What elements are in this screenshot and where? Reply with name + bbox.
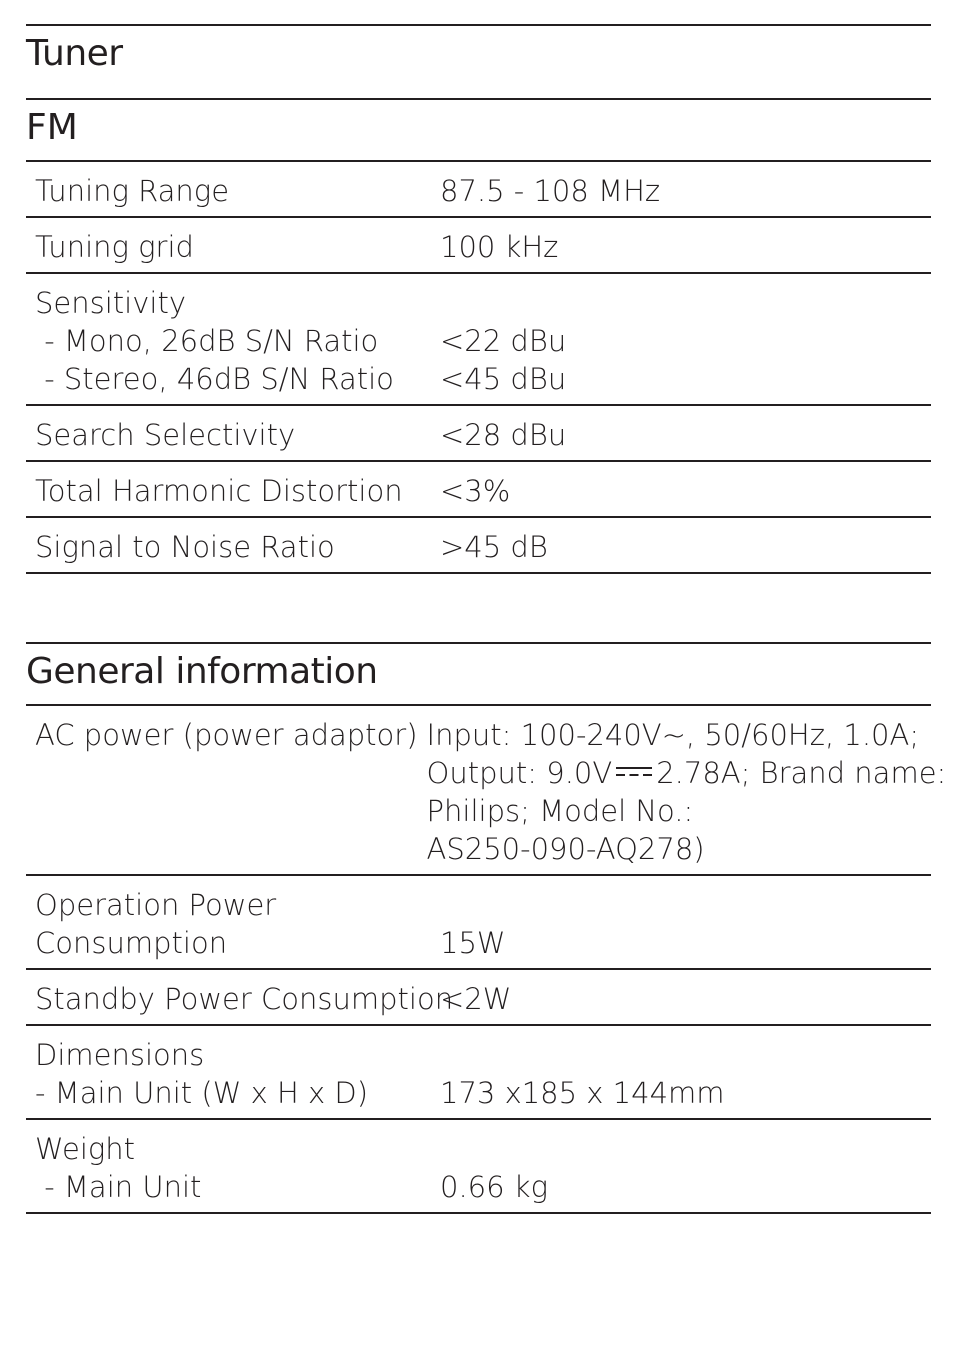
spec-label: Weight - Main Unit — [35, 1132, 202, 1204]
fm-spec-table — [26, 160, 931, 574]
spec-label: Tuning Range — [35, 174, 230, 208]
spec-label: Sensitivity - Mono, 26dB S/N Ratio - Stereo, 46dB S/N Ratio — [35, 286, 394, 396]
spec-label: Dimensions - Main Unit (W x H x D) — [35, 1038, 369, 1110]
spec-value: <22 dBu <45 dBu — [440, 324, 567, 396]
tuner-heading: Tuner — [26, 33, 123, 74]
spec-row-operation-power — [26, 874, 931, 968]
spec-value: 100 kHz — [440, 230, 559, 264]
spec-value: <2W — [440, 982, 512, 1016]
spec-row-weight — [26, 1118, 931, 1214]
spec-row-standby-power — [26, 968, 931, 1024]
spec-value: 87.5 - 108 MHz — [440, 174, 661, 208]
spec-row-search-selectivity — [26, 404, 931, 460]
spec-value: 173 x185 x 144mm — [440, 1076, 725, 1110]
spec-row-ac-power — [26, 704, 947, 874]
spec-value: 15W — [440, 926, 506, 960]
spec-row-sensitivity — [26, 272, 931, 404]
spec-label: Signal to Noise Ratio — [35, 530, 335, 564]
output-line: Output: 9.0V 2.78A; Brand name: — [426, 756, 947, 790]
spec-row-snr — [26, 516, 931, 574]
fm-heading: FM — [26, 107, 78, 148]
general-spec-table — [26, 704, 947, 1214]
spec-label: Total Harmonic Distortion — [35, 474, 403, 508]
dc-symbol-icon — [616, 765, 652, 779]
spec-value: >45 dB — [440, 530, 548, 564]
spec-row-dimensions — [26, 1024, 931, 1118]
spec-label: Tuning grid — [35, 230, 194, 264]
spec-label: Operation Power Consumption — [35, 888, 277, 960]
spec-row-tuning-range — [26, 160, 931, 216]
spec-row-tuning-grid — [26, 216, 931, 272]
general-heading: General information — [26, 651, 378, 692]
spec-row-thd — [26, 460, 931, 516]
spec-label: Search Selectivity — [35, 418, 296, 452]
spec-label: Standby Power Consumption — [35, 982, 454, 1016]
spec-label: AC power (power adaptor) — [35, 718, 418, 752]
spec-value: <28 dBu — [440, 418, 567, 452]
spec-value: Input: 100-240V~, 50/60Hz, 1.0A; Output: 9.0V 2.78A; Brand name: Philips; Model No.: AS250-090-AQ278) — [426, 718, 947, 866]
spec-page — [26, 0, 947, 1214]
spec-value: 0.66 kg — [440, 1170, 548, 1204]
spec-value: <3% — [440, 474, 511, 508]
